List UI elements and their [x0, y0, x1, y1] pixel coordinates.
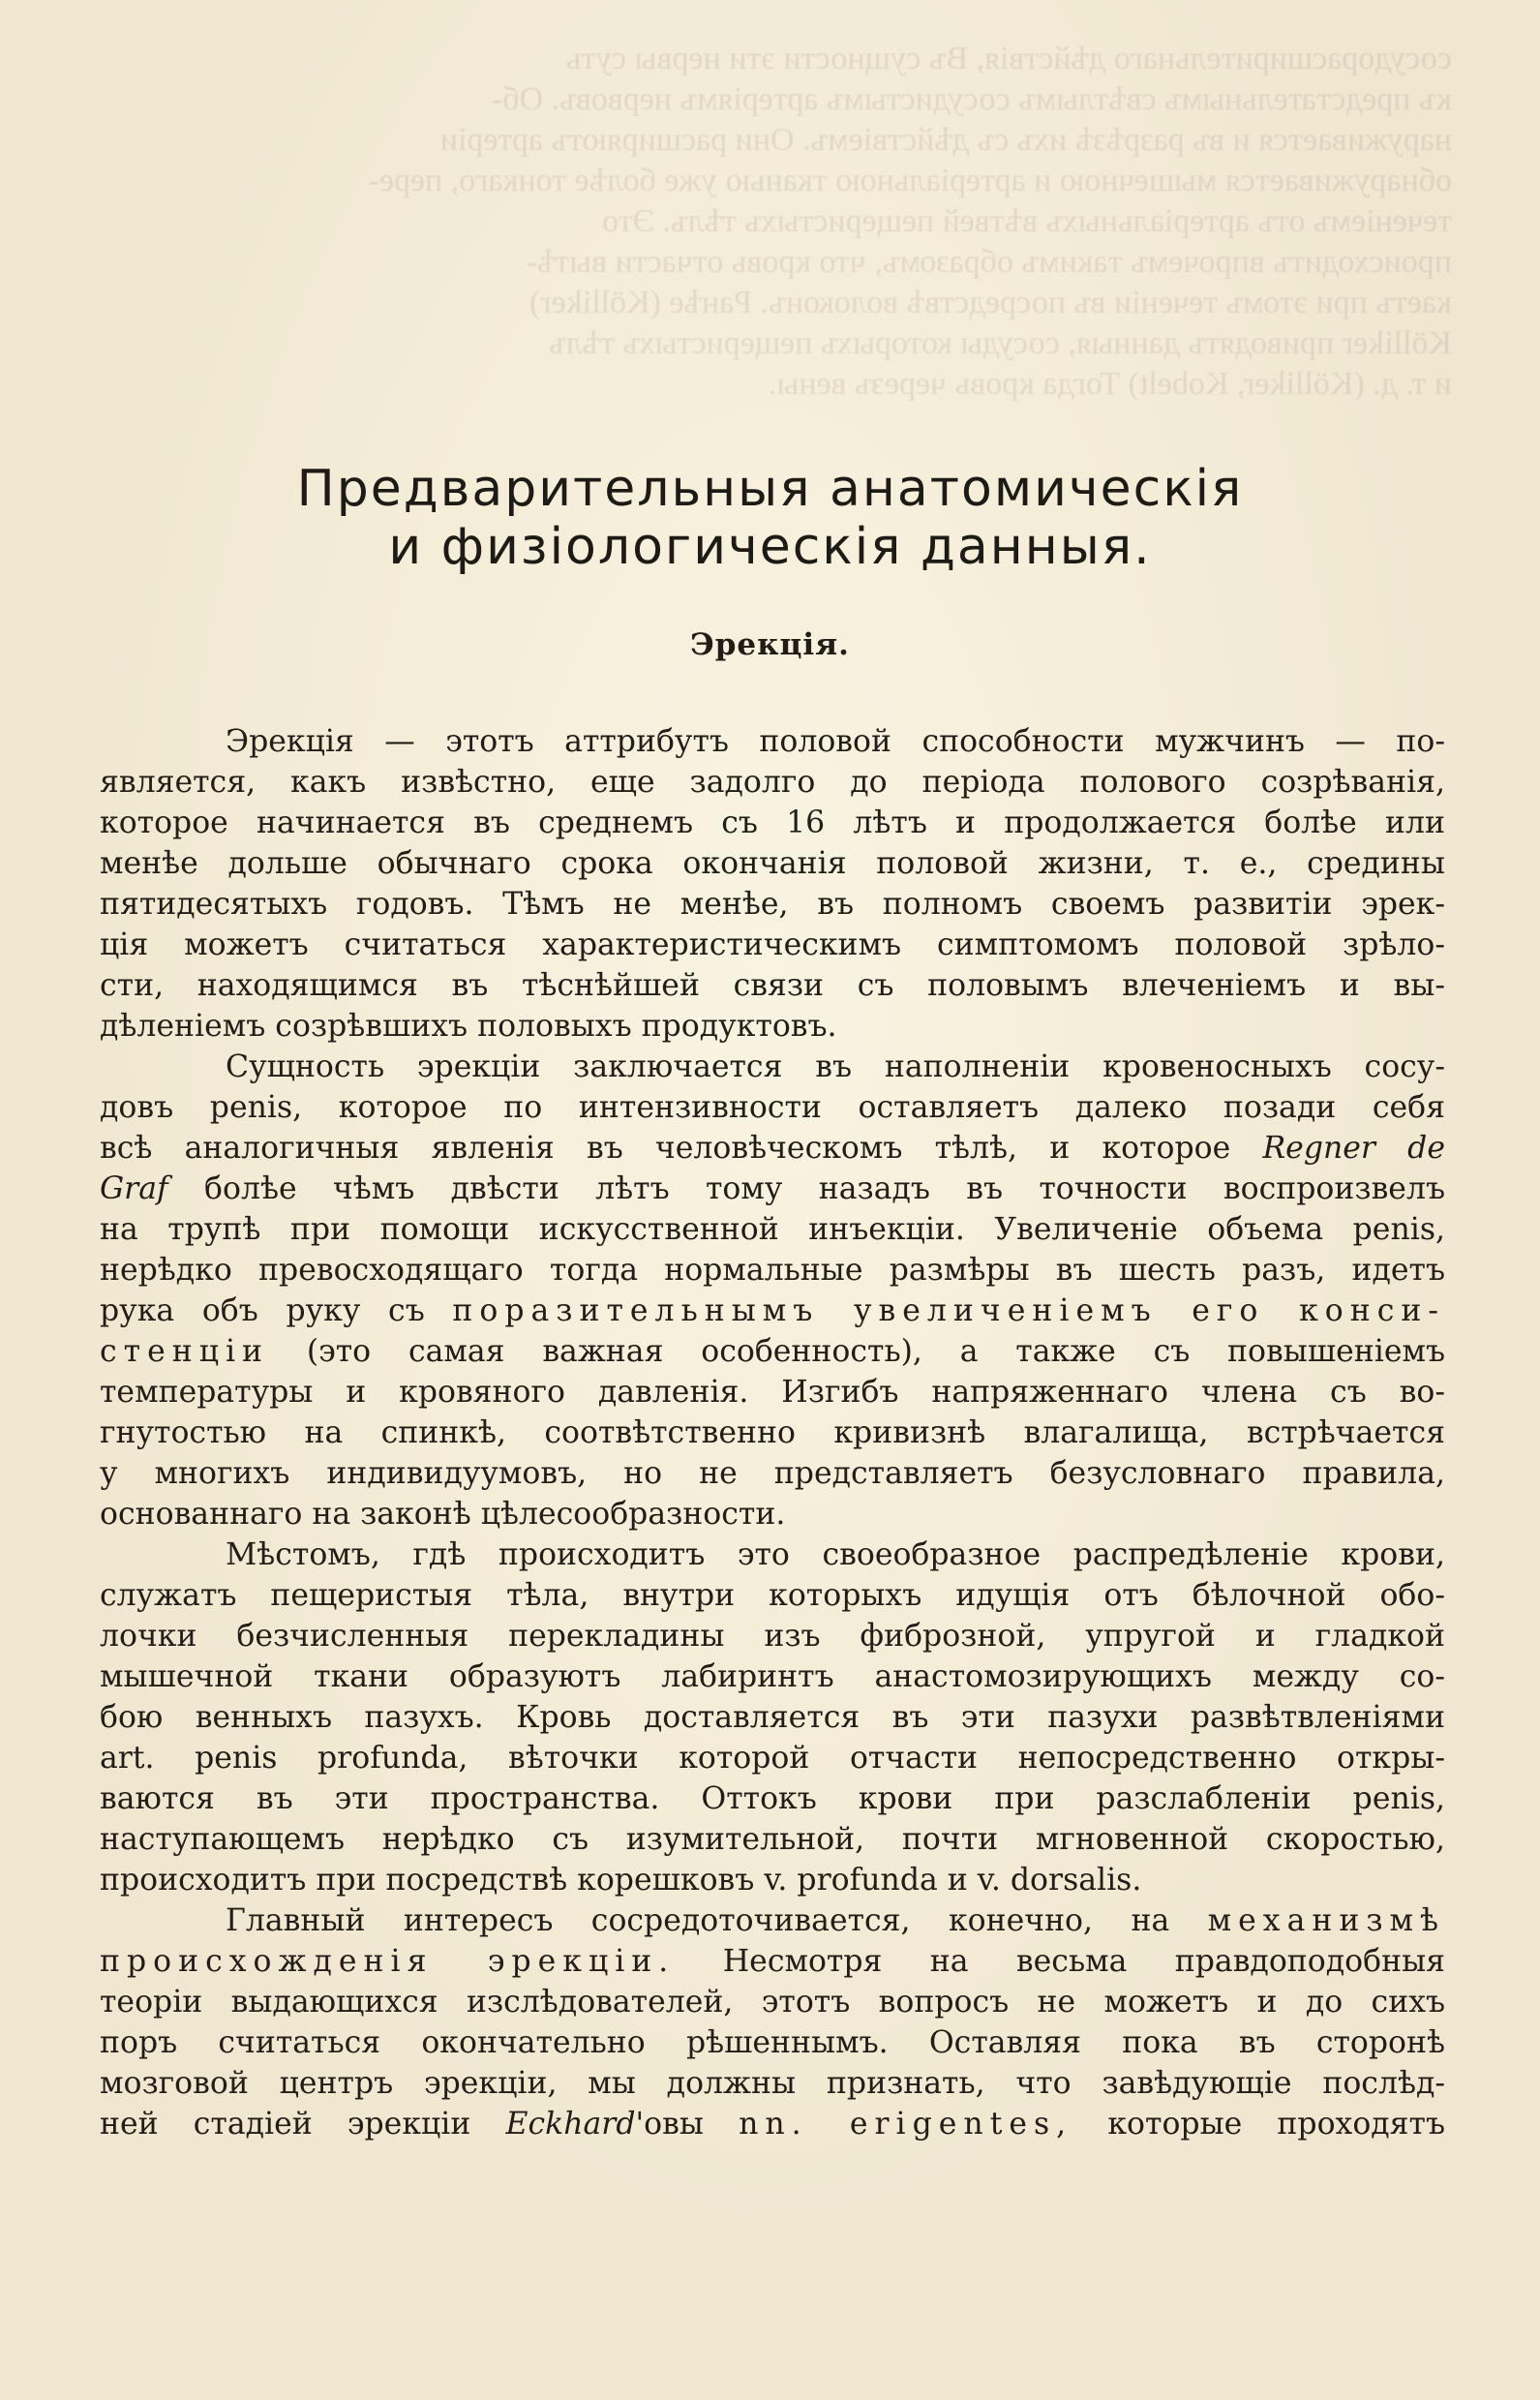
spaced-emphasis: стенціи — [100, 1334, 270, 1369]
bleed-line: происходитъ впрочемъ такимъ образомъ, что кровь отчасти вытѣ- — [526, 244, 1452, 280]
text-line — [100, 1128, 1445, 1169]
bleed-line: каетъ при этомъ теченіи въ посредствѣ волоконъ. Ранѣе (Kölliker) — [528, 285, 1452, 320]
text-line — [100, 1291, 1445, 1331]
text-line — [100, 2104, 1445, 2144]
text-line: происходитъ при посредствѣ корешковъ v. profunda и v. dorsalis. — [100, 1863, 1142, 1898]
text-line: сти, находящимся въ тѣснѣйшей связи съ половымъ влеченіемъ и вы- — [100, 968, 1445, 1003]
text-segment: всѣ аналогичныя явленія въ человѣческомъ тѣлѣ, и которое — [100, 1131, 1231, 1166]
bleed-line: сосудорасширительнаго дѣйствія, Въ сущности эти нервы суть — [566, 41, 1452, 76]
author-name-italic: Graf — [100, 1171, 168, 1206]
text-line: у многихъ индивидуумовъ, но не представляетъ безусловнаго правила, — [100, 1456, 1445, 1491]
bleed-line: теченіемъ отъ артеріальныхъ вѣтвей пещеристыхъ тѣлъ. Это — [602, 203, 1452, 239]
bleed-line: обнаруживается мышечною и артеріальною тканью уже болѣе тонкаго, пере- — [368, 163, 1452, 198]
chapter-title-line-1: Предварительныя анатомическія — [296, 460, 1244, 518]
text-line: ваются въ эти пространства. Оттокъ крови при разслабленіи penis, — [100, 1781, 1445, 1816]
text-line: температуры и кровяного давленія. Изгибъ напряженнаго члена съ во- — [100, 1375, 1445, 1410]
bleed-line: и т. д. (Kölliker, Kobelt) Тогда кровь черезъ вены. — [769, 366, 1452, 402]
text-line: гнутостью на спинкѣ, соотвѣтственно кривизнѣ влагалища, встрѣчается — [100, 1415, 1445, 1450]
text-segment: Несмотря на весьма правдоподобныя — [722, 1944, 1446, 1979]
text-line: служатъ пещеристыя тѣла, внутри которыхъ идущія отъ бѣлочной обо- — [100, 1578, 1445, 1613]
text-line: менѣе дольше обычнаго срока окончанія половой жизни, т. е., средины — [100, 846, 1445, 881]
text-line: наступающемъ нерѣдко съ изумительной, почти мгновенной скоростью, — [100, 1822, 1445, 1857]
text-segment: болѣе чѣмъ двѣсти лѣтъ тому назадъ въ точности воспроизвелъ — [204, 1171, 1445, 1206]
author-name-italic: Eckhard — [505, 2107, 636, 2142]
text-line: нерѣдко превосходящаго тогда нормальные размѣры въ шесть разъ, идетъ — [100, 1253, 1445, 1288]
text-line: Эрекція — этотъ аттрибутъ половой способности мужчинъ — по- — [226, 724, 1445, 759]
text-line: пятидесятыхъ годовъ. Тѣмъ не менѣе, въ полномъ своемъ развитіи эрек- — [100, 887, 1445, 922]
text-line — [100, 1900, 1445, 1941]
bleed-line: наруживается и въ разрѣзѣ ихъ съ дѣйствіемъ. Они расширяютъ артеріи — [439, 122, 1452, 158]
text-line: art. penis profunda, вѣточки которой отчасти непосредственно откры- — [100, 1741, 1445, 1776]
text-segment: ней стадіей эрекціи — [100, 2107, 471, 2142]
text-line — [100, 1169, 1445, 1209]
body-text — [100, 721, 1445, 2144]
text-segment: (это самая важная особенность), а также съ повышеніемъ — [306, 1334, 1445, 1369]
text-line: поръ считаться окончательно рѣшеннымъ. Оставляя пока въ сторонѣ — [100, 2025, 1445, 2060]
text-line — [100, 1941, 1445, 1982]
text-line: на трупѣ при помощи искусственной инъекціи. Увеличеніе объема penis, — [100, 1212, 1445, 1247]
text-line: дѣленіемъ созрѣвшихъ половыхъ продуктовъ. — [100, 1009, 837, 1044]
text-line: ція можетъ считаться характеристическимъ симптомомъ половой зрѣло- — [100, 927, 1445, 962]
bleed-through-text — [97, 39, 1452, 407]
text-segment: рука объ руку съ — [100, 1293, 425, 1328]
text-line: бою венныхъ пазухъ. Кровь доставляется въ эти пазухи развѣтвленіями — [100, 1700, 1445, 1735]
text-line: теоріи выдающихся изслѣдователей, этотъ вопросъ не можетъ и до сихъ — [100, 1985, 1445, 2020]
chapter-title-line-2: и физіологическія данныя. — [388, 518, 1152, 576]
text-line: основаннаго на законѣ цѣлесообразности. — [100, 1497, 786, 1532]
spaced-emphasis: nn. erigentes, — [739, 2107, 1073, 2142]
text-line: которое начинается въ среднемъ съ 16 лѣтъ и продолжается болѣе или — [100, 805, 1445, 840]
text-line: Мѣстомъ, гдѣ происходитъ это своеобразное распредѣленіе крови, — [226, 1537, 1445, 1572]
text-line: лочки безчисленныя перекладины изъ фиброзной, упругой и гладкой — [100, 1619, 1445, 1654]
spaced-emphasis: поразительнымъ увеличеніемъ его конси- — [452, 1293, 1445, 1328]
bleed-line: Kölliker приводятъ данныя, сосуды которыхъ пещеристыхъ тѣлъ — [549, 325, 1452, 361]
text-line: мышечной ткани образуютъ лабиринтъ анастомозирующихъ между со- — [100, 1659, 1445, 1694]
section-heading: Эрекція. — [690, 627, 850, 662]
text-line: довъ penis, которое по интензивности оставляетъ далеко позади себя — [100, 1090, 1445, 1125]
author-name-italic: Regner de — [1262, 1131, 1445, 1166]
spaced-emphasis: механизмѣ — [1207, 1903, 1446, 1938]
text-segment: Главный интересъ сосредоточивается, конечно, на — [226, 1903, 1170, 1938]
text-line: является, какъ извѣстно, еще задолго до періода полового созрѣванія, — [100, 765, 1445, 800]
text-segment: которые проходятъ — [1107, 2107, 1446, 2142]
text-line: мозговой центръ эрекціи, мы должны признать, что завѣдующіе послѣд- — [100, 2066, 1445, 2101]
text-line — [100, 1331, 1445, 1372]
spaced-emphasis: происхожденія эрекціи. — [100, 1944, 676, 1979]
text-segment: 'овы — [635, 2107, 704, 2142]
bleed-line: къ предстательнымъ свѣтлымъ сосудистымъ артеріямъ нервовъ. Об- — [491, 81, 1452, 117]
text-line: Сущность эрекціи заключается въ наполненіи кровеносныхъ сосу- — [226, 1049, 1445, 1084]
